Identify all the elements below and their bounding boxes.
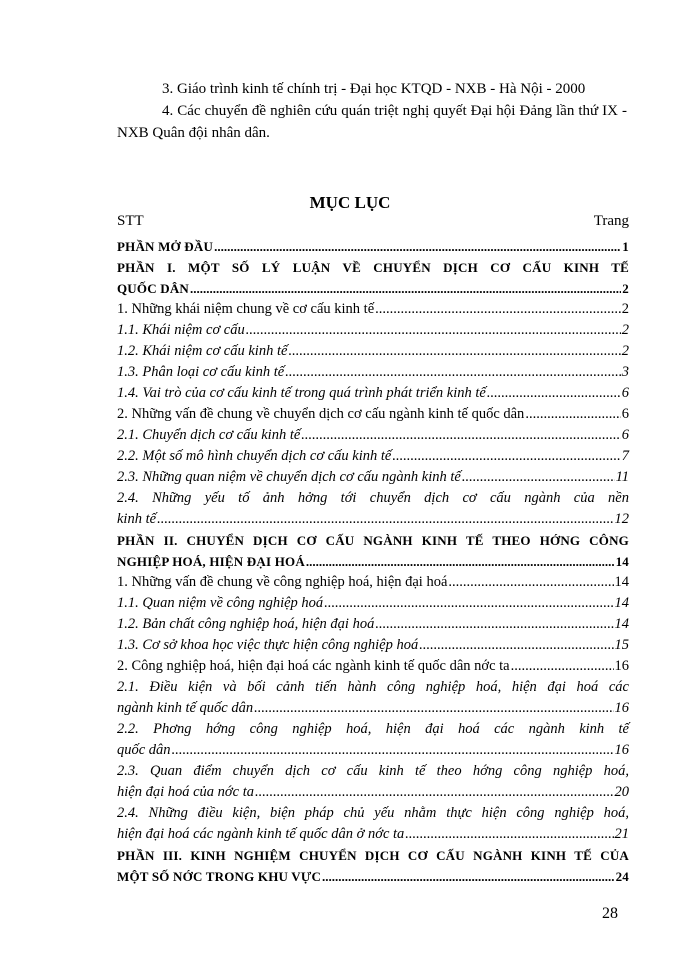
toc-entry-title: 2.2. Một số mô hình chuyển dịch cơ cấu kinh tế xyxy=(117,448,392,464)
toc-entry-page: 20 xyxy=(614,784,629,800)
toc-entry[interactable] xyxy=(117,467,629,488)
toc-entry-page: 6 xyxy=(621,406,629,422)
toc-entry-title: QUỐC DÂN xyxy=(117,281,190,296)
toc-entry[interactable] xyxy=(117,341,629,362)
toc-entry-page: 2 xyxy=(621,322,629,338)
toc-entry-title: 1.4. Vai trò của cơ cấu kinh tế trong quá trình phát triển kinh tế xyxy=(117,385,486,401)
toc-entry-title: 2.1. Chuyển dịch cơ cấu kinh tế xyxy=(117,427,301,443)
toc-entry[interactable] xyxy=(117,362,629,383)
toc-entry-page: 1 xyxy=(622,239,629,254)
toc-entry-first-line: PHẦN II. CHUYỂN DỊCH CƠ CẤU NGÀNH KINH TẾ THEO HỚNG CÔNG xyxy=(117,533,629,548)
toc-dot-leader xyxy=(288,341,620,362)
toc-dot-leader xyxy=(172,740,614,761)
toc-entry-title: PHẦN MỞ ĐẦU xyxy=(117,239,214,254)
toc-entry[interactable] xyxy=(117,761,629,803)
toc-entry-first-line: 2.1. Điều kiện và bối cảnh tiến hành công nghiệp hoá, hiện đại hoá các xyxy=(117,679,629,695)
toc-entry-title: 1.3. Cơ sở khoa học việc thực hiện công nghiệp hoá xyxy=(117,637,419,653)
toc-entry-first-line: PHẦN I. MỘT SỐ LÝ LUẬN VỀ CHUYỂN DỊCH CƠ CẤU KINH TẾ xyxy=(117,260,629,275)
toc-entry[interactable] xyxy=(117,488,629,530)
toc-entry-page: 3 xyxy=(621,364,629,380)
toc-header xyxy=(117,213,629,233)
toc-dot-leader xyxy=(322,866,615,887)
toc-entry-title: 1.1. Khái niệm cơ cấu xyxy=(117,322,245,338)
toc-entry-page: 15 xyxy=(614,637,629,653)
toc-column-page: Trang xyxy=(593,213,629,229)
toc-entry[interactable] xyxy=(117,593,629,614)
toc-entry-title: 2.3. Những quan niệm về chuyển dịch cơ cấu ngành kinh tế xyxy=(117,469,461,485)
toc-dot-leader xyxy=(254,698,613,719)
toc-entry-title: quốc dân xyxy=(117,742,171,758)
toc-entry[interactable] xyxy=(117,299,629,320)
toc-title: MỤC LỤC xyxy=(309,193,391,212)
toc-entry-page: 11 xyxy=(615,469,629,485)
toc-dot-leader xyxy=(375,614,613,635)
toc-entry-page: 14 xyxy=(614,574,629,590)
toc-entry-title: MỘT SỐ NỚC TRONG KHU VỰC xyxy=(117,869,322,884)
toc-entry-title: 1.2. Khái niệm cơ cấu kinh tế xyxy=(117,343,288,359)
toc-entry-title: hiện đại hoá của nớc ta xyxy=(117,784,255,800)
toc-entry-first-line: 2.2. Phơng hớng công nghiệp hoá, hiện đại hoá các ngành kinh tế xyxy=(117,721,629,737)
toc-dot-leader xyxy=(375,299,621,320)
toc-entry-title: 1.2. Bản chất công nghiệp hoá, hiện đại hoá xyxy=(117,616,375,632)
toc-entry-page: 12 xyxy=(614,511,629,527)
toc-entry-page: 2 xyxy=(621,301,629,317)
toc-entry-page: 14 xyxy=(614,616,629,632)
toc-entry-first-line: 2.3. Quan điểm chuyển dịch cơ cấu kinh tế theo hớng công nghiệp hoá, xyxy=(117,763,629,779)
references-list xyxy=(117,78,627,144)
toc-entry[interactable] xyxy=(117,656,629,677)
toc-entry[interactable] xyxy=(117,425,629,446)
toc-entry-title: 2. Những vấn đề chung về chuyển dịch cơ cấu ngành kinh tế quốc dân xyxy=(117,406,525,422)
toc-entry[interactable] xyxy=(117,719,629,761)
toc-entry[interactable] xyxy=(117,845,629,887)
toc-dot-leader xyxy=(487,383,621,404)
toc-entry-title: 1. Những khái niệm chung về cơ cấu kinh tế xyxy=(117,301,375,317)
toc-entry-page: 6 xyxy=(621,385,629,401)
toc-dot-leader xyxy=(246,320,621,341)
toc-entry[interactable] xyxy=(117,320,629,341)
toc-entry-page: 16 xyxy=(614,658,629,674)
toc-entry[interactable] xyxy=(117,236,629,257)
toc-dot-leader xyxy=(285,362,621,383)
toc-entry-title: 1. Những vấn đề chung về công nghiệp hoá, hiện đại hoá xyxy=(117,574,448,590)
toc-entry-page: 21 xyxy=(614,826,629,842)
toc-dot-leader xyxy=(405,824,613,845)
toc-entry-title: 2. Công nghiệp hoá, hiện đại hoá các ngành kinh tế quốc dân nớc ta xyxy=(117,658,510,674)
toc-dot-leader xyxy=(448,572,613,593)
toc-dot-leader xyxy=(392,446,620,467)
page-number: 28 xyxy=(602,905,618,922)
reference-item: 4. Các chuyển đề nghiên cứu quán triệt nghị quyết Đại hội Đảng lần thứ IX - NXB Quân đội nhân dân. xyxy=(117,103,627,141)
toc-entry-page: 16 xyxy=(614,700,629,716)
toc-entry[interactable] xyxy=(117,404,629,425)
toc-entry-first-line: PHẦN III. KINH NGHIỆM CHUYỂN DỊCH CƠ CẤU NGÀNH KINH TẾ CỦA xyxy=(117,848,629,863)
toc-entry[interactable] xyxy=(117,614,629,635)
table-of-contents xyxy=(117,236,629,887)
toc-entry-page: 14 xyxy=(614,595,629,611)
toc-dot-leader xyxy=(190,278,621,299)
toc-dot-leader xyxy=(525,404,620,425)
toc-entry[interactable] xyxy=(117,635,629,656)
toc-dot-leader xyxy=(255,782,613,803)
toc-dot-leader xyxy=(419,635,613,656)
toc-entry[interactable] xyxy=(117,257,629,299)
toc-column-stt: STT xyxy=(117,213,144,229)
toc-entry[interactable] xyxy=(117,383,629,404)
toc-dot-leader xyxy=(301,425,620,446)
toc-entry-title: ngành kinh tế quốc dân xyxy=(117,700,254,716)
toc-entry-title: hiện đại hoá các ngành kinh tế quốc dân ở nớc ta xyxy=(117,826,405,842)
toc-entry-first-line: 2.4. Những yếu tố ảnh hởng tới chuyển dịch cơ cấu ngành của nền xyxy=(117,490,629,506)
toc-dot-leader xyxy=(511,656,614,677)
toc-dot-leader xyxy=(157,509,613,530)
toc-entry-page: 7 xyxy=(621,448,629,464)
toc-entry-first-line: 2.4. Những điều kiện, biện pháp chủ yếu nhằm thực hiện công nghiệp hoá, xyxy=(117,805,629,821)
toc-entry[interactable] xyxy=(117,446,629,467)
reference-item: 3. Giáo trình kinh tế chính trị - Đại học KTQD - NXB - Hà Nội - 2000 xyxy=(162,81,586,97)
toc-entry-page: 2 xyxy=(622,281,629,296)
toc-dot-leader xyxy=(306,551,615,572)
toc-dot-leader xyxy=(324,593,613,614)
toc-entry-page: 6 xyxy=(621,427,629,443)
toc-entry[interactable] xyxy=(117,530,629,572)
toc-entry-page: 16 xyxy=(614,742,629,758)
toc-entry[interactable] xyxy=(117,677,629,719)
toc-entry-page: 24 xyxy=(615,869,629,884)
toc-entry-title: 1.3. Phân loại cơ cấu kinh tế xyxy=(117,364,285,380)
toc-entry[interactable] xyxy=(117,803,629,845)
toc-dot-leader xyxy=(462,467,615,488)
toc-entry-title: 1.1. Quan niệm về công nghiệp hoá xyxy=(117,595,324,611)
toc-entry-title: kinh tế xyxy=(117,511,157,527)
toc-dot-leader xyxy=(214,236,621,257)
toc-entry-title: NGHIỆP HOÁ, HIỆN ĐẠI HOÁ xyxy=(117,554,305,569)
toc-entry-page: 14 xyxy=(615,554,629,569)
toc-entry-page: 2 xyxy=(621,343,629,359)
toc-entry[interactable] xyxy=(117,572,629,593)
